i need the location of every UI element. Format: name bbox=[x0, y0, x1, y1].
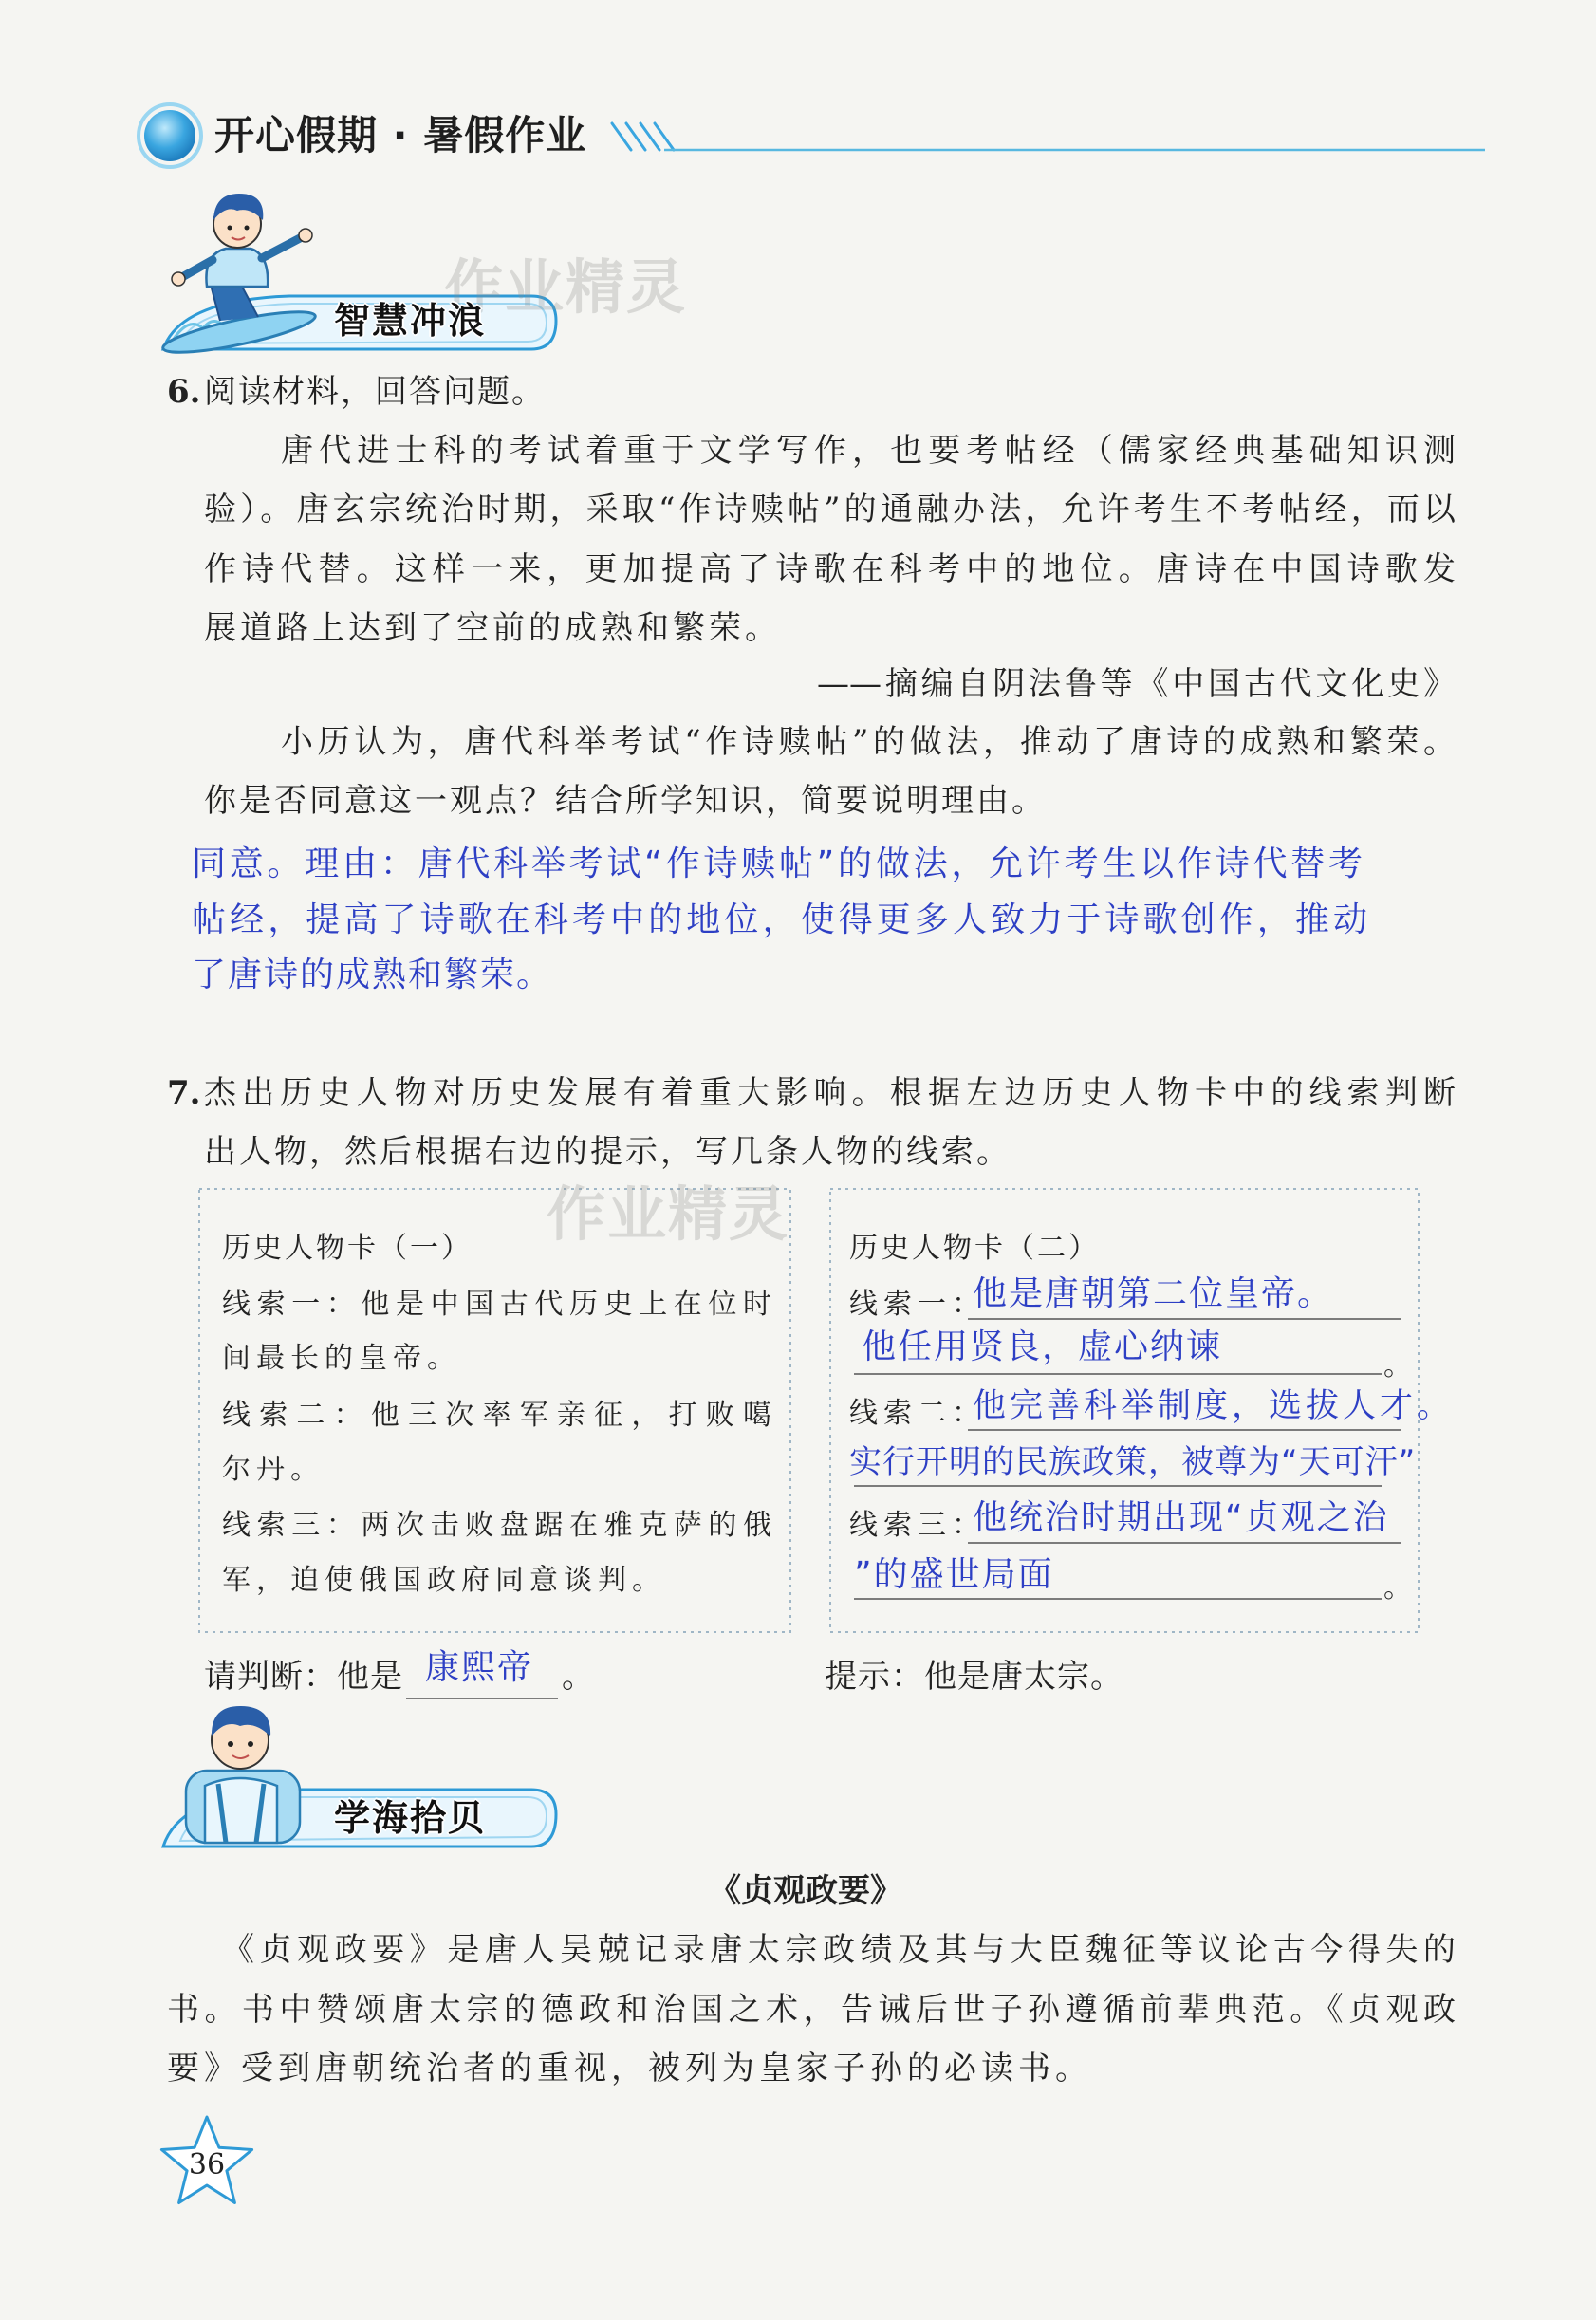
q6-answer-line: 同意。理由：唐代科举考试“作诗赎帖”的做法，允许考生以作诗代替考 bbox=[192, 844, 1363, 883]
card1-line: 线索一：他是中国古代历史上在位时 bbox=[222, 1288, 771, 1321]
card1-line: 线索二：他三次率军亲征，打败噶 bbox=[222, 1399, 771, 1432]
judge-period: 。 bbox=[562, 1658, 594, 1696]
card2-answer: ”的盛世局面 bbox=[854, 1555, 1054, 1594]
card2-answer: 他是唐朝第二位皇帝。 bbox=[973, 1274, 1334, 1313]
card2-answer: 他任用贤良，虚心纳谏 bbox=[862, 1327, 1223, 1366]
q6-material-line: 验）。唐玄宗统治时期，采取“作诗赎帖”的通融办法，允许考生不考帖经，而以 bbox=[204, 491, 1456, 529]
q7-prompt-line: 出人物，然后根据右边的提示，写几条人物的线索。 bbox=[204, 1133, 1011, 1171]
reading-line: 《贞观政要》是唐人吴兢记录唐太宗政绩及其与大臣魏征等议论古今得失的 bbox=[222, 1931, 1456, 1969]
q6-material-line: 作诗代替。这样一来，更加提高了诗歌在科考中的地位。唐诗在中国诗歌发 bbox=[204, 550, 1456, 588]
q6-answer-line: 帖经，提高了诗歌在科考中的地位，使得更多人致力于诗歌创作，推动 bbox=[192, 900, 1367, 939]
q6-material-line: 唐代进士科的考试着重于文学写作，也要考帖经（儒家经典基础知识测 bbox=[281, 432, 1456, 470]
page-number: 36 bbox=[188, 2148, 226, 2181]
header-slashes-icon bbox=[612, 123, 674, 150]
hint-text: 提示：他是唐太宗。 bbox=[825, 1658, 1123, 1696]
section-title-shell: 学海拾贝 bbox=[333, 1797, 486, 1839]
card2-answer: 他完善科举制度，选拔人才。 bbox=[973, 1387, 1455, 1425]
q6-source: ——摘编自阴法鲁等《中国古代文化史》 bbox=[817, 665, 1456, 703]
q6-question-line: 你是否同意这一观点？结合所学知识，简要说明理由。 bbox=[204, 782, 1047, 820]
reading-line: 书。书中赞颂唐太宗的德政和治国之术，告诫后世子孙遵循前辈典范。《贞观政 bbox=[167, 1991, 1456, 2029]
student-boy-illustration bbox=[186, 1706, 300, 1843]
card2-answer: 他统治时期出现“贞观之治 bbox=[973, 1498, 1389, 1537]
section-title-surf: 智慧冲浪 bbox=[333, 300, 486, 342]
watermark: 作业精灵 bbox=[547, 1179, 790, 1249]
card1-line: 间最长的皇帝。 bbox=[222, 1342, 461, 1375]
card2-clue-label: 线索三： bbox=[849, 1509, 986, 1542]
q6-question-line: 小历认为，唐代科举考试“作诗赎帖”的做法，推动了唐诗的成熟和繁荣。 bbox=[281, 723, 1456, 761]
q7-number: 7. bbox=[167, 1074, 201, 1112]
reading-line: 要》受到唐朝统治者的重视，被列为皇家子孙的必读书。 bbox=[167, 2050, 1092, 2088]
q6-material-line: 展道路上达到了空前的成熟和繁荣。 bbox=[204, 609, 781, 647]
q6-prompt: 阅读材料，回答问题。 bbox=[204, 373, 546, 411]
q6-answer-line: 了唐诗的成熟和繁荣。 bbox=[192, 956, 553, 994]
reading-title: 《贞观政要》 bbox=[709, 1872, 902, 1910]
card1-title: 历史人物卡（一） bbox=[222, 1232, 473, 1265]
header-title: 开心假期 · 暑假作业 bbox=[214, 112, 587, 158]
card1-line: 军，迫使俄国政府同意谈判。 bbox=[222, 1564, 666, 1597]
card2-clue-label: 线索二： bbox=[849, 1397, 986, 1430]
watermark: 作业精灵 bbox=[444, 252, 688, 322]
card1-line: 尔丹。 bbox=[222, 1453, 325, 1486]
judge-answer: 康熙帝 bbox=[425, 1648, 534, 1687]
judge-label: 请判断：他是 bbox=[204, 1658, 403, 1696]
card2-clue-label: 线索一： bbox=[849, 1288, 986, 1321]
card1-line: 线索三：两次击败盘踞在雅克萨的俄 bbox=[222, 1509, 771, 1542]
card2-answer: 实行开明的民族政策，被尊为“天可汗” bbox=[849, 1443, 1417, 1481]
card2-title: 历史人物卡（二） bbox=[849, 1232, 1100, 1265]
card2-period: 。 bbox=[1383, 1349, 1412, 1383]
q6-number: 6. bbox=[167, 373, 201, 411]
q7-prompt-line: 杰出历史人物对历史发展有着重大影响。根据左边历史人物卡中的线索判断 bbox=[204, 1074, 1456, 1112]
card2-period: 。 bbox=[1383, 1571, 1412, 1605]
